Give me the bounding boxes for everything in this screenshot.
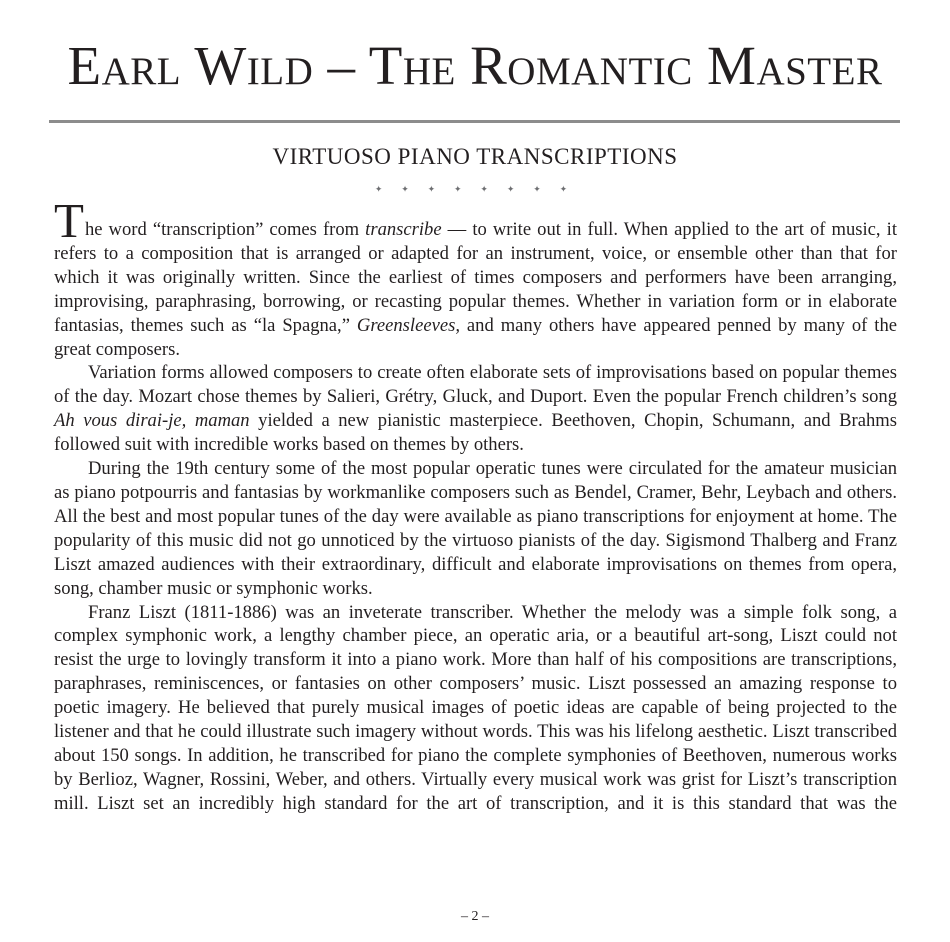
drop-cap: T bbox=[54, 193, 84, 248]
paragraph-3: During the 19th century some of the most popular operatic tunes were circulated for the amateur musician as piano potpourris and fantasias by workmanlike composers such as Bendel, Cramer, Behr, Leybach and others. All the best and most popular tunes of the day were available as piano transcriptions for enjoyment at home. The popularity of this music did not go unnoticed by the virtuoso pianists of the day. Sigismond Thalberg and Franz Liszt amazed audiences with their extraordinary, difficult and elaborate improvisations on themes from opera, song, chamber music or symphonic works. bbox=[54, 458, 897, 599]
paragraph-1-text-a: he word “transcription” comes from bbox=[84, 219, 366, 240]
paragraph-1 bbox=[54, 193, 897, 361]
paragraph-1-text-e: and many others have appeared penned by many of the great composers. bbox=[54, 314, 897, 360]
section-heading: VIRTUOSO PIANO TRANSCRIPTIONS bbox=[272, 144, 678, 169]
paragraph-1-italic-transcribe: transcribe bbox=[365, 219, 442, 240]
paragraph-2-text-c: yielded a new pianistic masterpiece. Beethoven, Chopin, Schumann, and Brahms followed suit with incredible works based on themes by others. bbox=[54, 410, 897, 456]
page-number: – 2 – bbox=[461, 909, 489, 924]
paragraph-2-italic-song-title: Ah vous dirai-je, maman bbox=[54, 410, 250, 432]
paragraph-1-text-c: — to write out in full. When applied to the art of music, it refers to a composition that is arranged or adapted for an instrument, voice, or ensemble other than that for which it was originally written. Since the earliest of times composers and performers have been arranging, improvising, paraphrasing, borrowing, or recasting popular themes. Whether in variation form or in elaborate fantasias, themes such as “la Spagna,” bbox=[54, 219, 897, 336]
paragraph-4: Franz Liszt (1811-1886) was an inveterate transcriber. Whether the melody was a simple folk song, a complex symphonic work, a lengthy chamber piece, an operatic aria, or a beautiful art-song, Liszt could not resist the urge to lovingly transform it into a piano work. More than half of his compositions are transcriptions, paraphrases, reminiscences, or fantasies on other composers’ music. Liszt possessed an amazing response to poetic imagery. He believed that purely musical images of poetic ideas are capable of being projected to the listener and that he could illustrate such imagery without words. This was his lifelong aesthetic. Liszt transcribed about 150 songs. In addition, he transcribed for piano the complete symphonies of Beethoven, numerous works by Berlioz, Wagner, Rossini, Weber, and others. Virtually every musical work was grist for Liszt’s transcription mill. Liszt set an incredibly high standard for the art of transcription, and it is this standard that was the bbox=[54, 601, 897, 814]
paragraph-2-text-a: Variation forms allowed composers to create often elaborate sets of improvisations based on popular themes of the day. Mozart chose themes by Salieri, Grétry, Gluck, and Duport. Even the popular French children’s song bbox=[54, 362, 897, 408]
paragraph-2 bbox=[54, 361, 897, 457]
paragraph-1-italic-greensleeves: Greensleeves, bbox=[356, 314, 460, 336]
article-body bbox=[54, 193, 897, 816]
diamond-ornament-row: ✦ ✦ ✦ ✦ ✦ ✦ ✦ ✦ bbox=[374, 185, 576, 195]
page-title: Earl Wild – The Romantic Master bbox=[67, 35, 883, 96]
header-divider bbox=[49, 120, 900, 123]
